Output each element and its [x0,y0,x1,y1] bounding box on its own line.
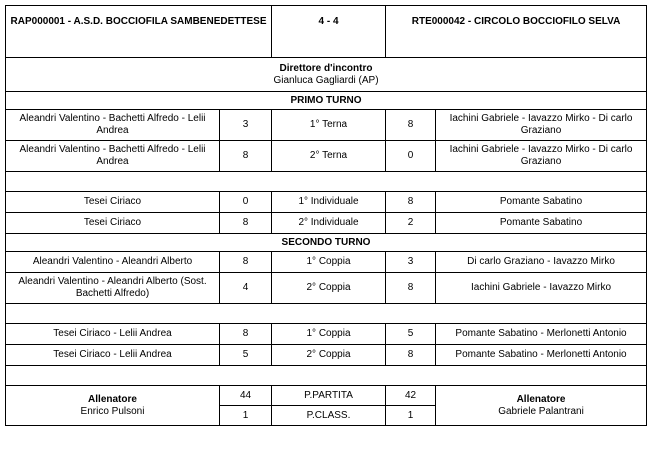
director-cell [6,58,647,92]
away-team: RTE000042 - CIRCOLO BOCCIOFILO SELVA [386,6,647,58]
home-score: 8 [220,141,272,172]
game-name: 2° Coppia [272,345,386,366]
game-name: 1° Coppia [272,252,386,273]
game-row [6,345,647,366]
director-name: Gianluca Gagliardi (AP) [273,74,379,86]
director-row [6,58,647,92]
partita-away: 42 [386,386,436,406]
away-players: Iachini Gabriele - Iavazzo Mirko [436,273,647,304]
secondo-turno-title: SECONDO TURNO [6,234,647,252]
spacer-cell [6,172,647,192]
game-name: 2° Individuale [272,213,386,234]
partita-label: P.PARTITA [272,386,386,406]
match-report-table [5,5,647,426]
match-header-row [6,6,647,58]
away-players: Di carlo Graziano - Iavazzo Mirko [436,252,647,273]
game-name: 1° Individuale [272,192,386,213]
spacer-cell [6,304,647,324]
game-row [6,273,647,304]
away-players: Pomante Sabatino - Merlonetti Antonio [436,345,647,366]
away-score: 5 [386,324,436,345]
game-row [6,141,647,172]
home-score: 3 [220,110,272,141]
away-players: Pomante Sabatino [436,213,647,234]
partita-home: 44 [220,386,272,406]
away-score: 8 [386,345,436,366]
away-players: Iachini Gabriele - Iavazzo Mirko - Di carlo Graziano [436,110,647,141]
away-coach-cell [436,386,647,426]
home-score: 8 [220,252,272,273]
away-score: 3 [386,252,436,273]
game-name: 2° Terna [272,141,386,172]
home-score: 8 [220,213,272,234]
away-players: Iachini Gabriele - Iavazzo Mirko - Di carlo Graziano [436,141,647,172]
away-coach-label: Allenatore [516,393,566,405]
home-score: 0 [220,192,272,213]
home-coach-label: Allenatore [88,393,137,405]
home-players: Aleandri Valentino - Bachetti Alfredo - Lelii Andrea [6,110,220,141]
footer-row-partita [6,386,647,406]
section-title-row [6,92,647,110]
director-label: Direttore d'incontro [279,62,373,74]
home-score: 4 [220,273,272,304]
away-coach-name: Gabriele Palantrani [498,405,584,417]
game-row [6,324,647,345]
game-row [6,252,647,273]
class-away: 1 [386,406,436,426]
class-home: 1 [220,406,272,426]
home-score: 5 [220,345,272,366]
away-score: 2 [386,213,436,234]
game-name: 2° Coppia [272,273,386,304]
home-players: Aleandri Valentino - Aleandri Alberto (Sost. Bachetti Alfredo) [6,273,220,304]
home-players: Tesei Ciriaco - Lelii Andrea [6,324,220,345]
home-team: RAP000001 - A.S.D. BOCCIOFILA SAMBENEDETTESE [6,6,272,58]
primo-turno-title: PRIMO TURNO [6,92,647,110]
game-row [6,192,647,213]
away-score: 8 [386,192,436,213]
game-name: 1° Coppia [272,324,386,345]
home-players: Tesei Ciriaco - Lelii Andrea [6,345,220,366]
away-score: 0 [386,141,436,172]
home-players: Aleandri Valentino - Bachetti Alfredo - Lelii Andrea [6,141,220,172]
away-score: 8 [386,273,436,304]
home-coach-cell [6,386,220,426]
spacer-cell [6,366,647,386]
class-label: P.CLASS. [272,406,386,426]
away-players: Pomante Sabatino [436,192,647,213]
home-coach-name: Enrico Pulsoni [80,405,145,417]
spacer-row [6,172,647,192]
away-score: 8 [386,110,436,141]
game-row [6,110,647,141]
home-players: Tesei Ciriaco [6,192,220,213]
home-players: Tesei Ciriaco [6,213,220,234]
spacer-row [6,304,647,324]
game-row [6,213,647,234]
home-score: 8 [220,324,272,345]
away-players: Pomante Sabatino - Merlonetti Antonio [436,324,647,345]
spacer-row [6,366,647,386]
game-name: 1° Terna [272,110,386,141]
section-title-row [6,234,647,252]
home-players: Aleandri Valentino - Aleandri Alberto [6,252,220,273]
match-score: 4 - 4 [272,6,386,58]
